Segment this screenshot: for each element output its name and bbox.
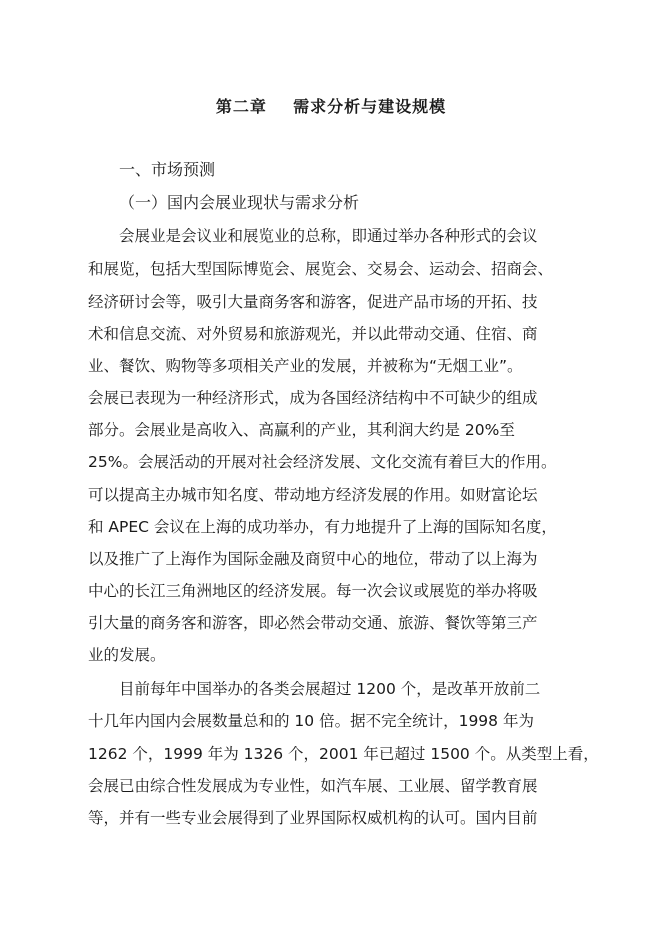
paragraph-line: 业、餐饮、购物等多项相关产业的发展，并被称为“无烟工业”。: [88, 357, 523, 375]
paragraph-line: 目前每年中国举办的各类会展超过 1200 个，是改革开放前二: [119, 680, 541, 698]
paragraph-line: 25%。会展活动的开展对社会经济发展、文化交流有着巨大的作用。: [88, 453, 557, 471]
paragraph-line: 和展览，包括大型国际博览会、展览会、交易会、运动会、招商会、: [88, 260, 554, 278]
paragraph-line: 经济研讨会等，吸引大量商务客和游客，促进产品市场的开拓、技: [88, 293, 538, 311]
paragraph-line: 以及推广了上海作为国际金融及商贸中心的地位，带动了以上海为: [88, 550, 538, 568]
paragraph-line: 可以提高主办城市知名度、带动地方经济发展的作用。如财富论坛: [88, 486, 538, 504]
paragraph-line: 会展已由综合性发展成为专业性，如汽车展、工业展、留学教育展: [88, 777, 538, 795]
paragraph-line: 术和信息交流、对外贸易和旅游观光，并以此带动交通、住宿、商: [88, 325, 538, 343]
paragraph-line: 业的发展。: [88, 646, 166, 664]
paragraph-line: 会展已表现为一种经济形式，成为各国经济结构中不可缺少的组成: [88, 389, 538, 407]
chapter-title: 第二章 需求分析与建设规模: [215, 97, 447, 116]
paragraph-line: 引大量的商务客和游客，即必然会带动交通、旅游、餐饮等第三产: [88, 614, 538, 632]
paragraph-line: 中心的长江三角洲地区的经济发展。每一次会议或展览的举办将吸: [88, 582, 538, 600]
paragraph-line: 1262 个，1999 年为 1326 个，2001 年已超过 1500 个。从类型上看，: [88, 745, 599, 763]
paragraph-line: 等，并有一些专业会展得到了业界国际权威机构的认可。国内目前: [88, 809, 538, 827]
paragraph-line: 十几年内国内会展数量总和的 10 倍。据不完全统计，1998 年为: [88, 712, 534, 730]
paragraph-line: 和 APEC 会议在上海的成功举办，有力地提升了上海的国际知名度，: [88, 518, 557, 536]
section-heading: 一、市场预测: [119, 160, 216, 179]
paragraph-line: 会展业是会议业和展览业的总称，即通过举办各种形式的会议: [119, 227, 538, 245]
subsection-heading: （一）国内会展业现状与需求分析: [119, 193, 360, 212]
paragraph-line: 部分。会展业是高收入、高赢利的产业，其利润大约是 20%至: [88, 421, 515, 439]
